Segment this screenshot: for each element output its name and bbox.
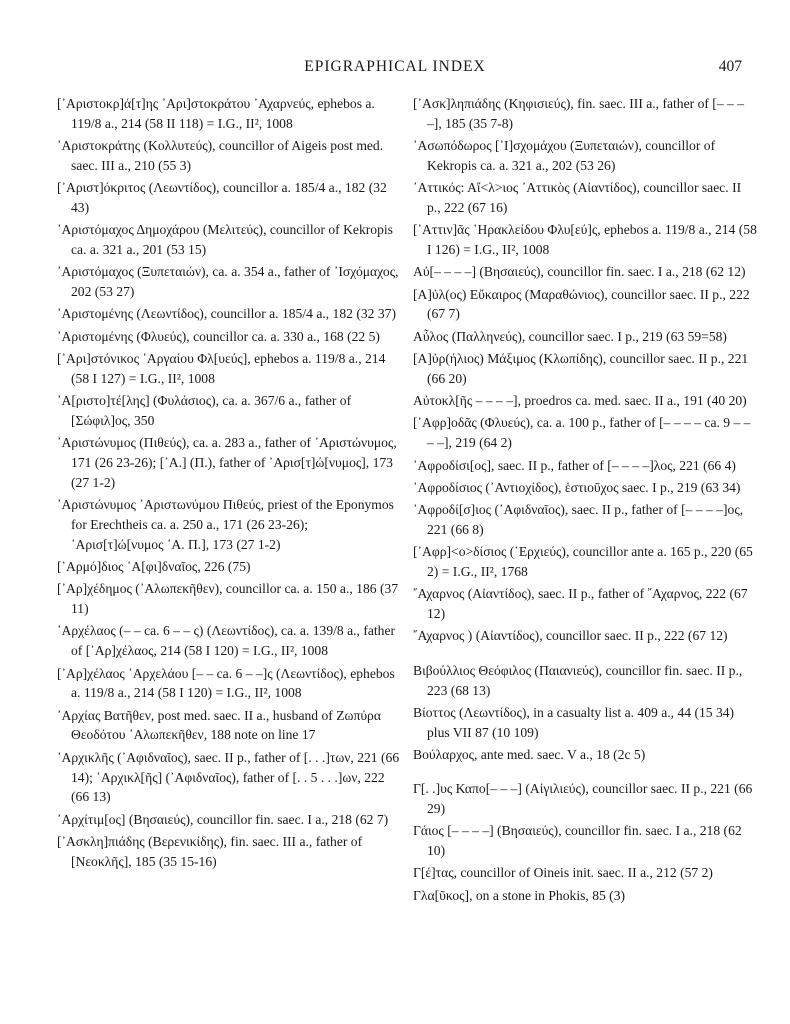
index-entry: ᾿Αφροδί[σ]ιος (᾿Αφιδναῖος), saec. II p., father of [– – – –]ος, 221 (66 8) (413, 502, 744, 537)
left-column (57, 94, 402, 874)
index-entry: Γλα[ῦκος], on a stone in Phokis, 85 (3) (413, 887, 626, 903)
index-entry: [᾿Ασκλη]πιάδης (Βερενικίδης), fin. saec. III a., father of [Νεοκλῆς], 185 (35 15-16) (57, 833, 363, 869)
index-entry: ᾿Αριστώνυμος (Πιθεύς), ca. a. 283 a., father of ᾿Αριστώνυμος, 171 (26 23-26); [᾿Α.] (Π.), father of ᾿Αρισ[τ]ώ[νυμος], 173 (27 1-2) (57, 435, 397, 490)
index-entry: [᾿Αρ]χέλαος ᾿Αρχελάου [– – ca. 6 – –]ς (Λεωντίδος), ephebos a. 119/8 a., 214 (58 I 120) = I.G., II², 1008 (57, 665, 395, 701)
index-entry: Βιβούλλιος Θεόφιλος (Παιανιεύς), councillor fin. saec. II p., 223 (68 13) (413, 662, 743, 698)
index-entry: [῾Αρμό]διος ᾿Α[φι]δναῖος, 226 (75) (57, 559, 251, 575)
index-entry: ᾿Αττικός: Αἴ<λ>ιος ᾿Αττικὸς (Αἰαντίδος), councillor saec. II p., 222 (67 16) (413, 180, 742, 215)
index-entry: ᾿Αριστοκράτης (Κολλυτεύς), councillor of Aigeis post med. saec. III a., 210 (55 3) (57, 138, 384, 173)
index-entry: [᾿Αριστοκρ]ά[τ]ης ᾿Αρι]στοκράτου ᾿Αχαρνεύς, ephebos a. 119/8 a., 214 (58 II 118) = I.G., II², 1008 (57, 96, 375, 131)
index-entry: ᾿Αριστομένης (Λεωντίδος), councillor a. 185/4 a., 182 (32 37) (57, 306, 396, 322)
index-entry: ᾿Αριστομένης (Φλυεύς), councillor ca. a. 330 a., 168 (22 5) (57, 328, 380, 344)
index-entry: ᾿Αριστώνυμος ᾿Αριστωνύμου Πιθεύς, priest of the Eponymos for Erechtheis ca. a. 250 a., 171 (26 23-26); ᾿Αρισ[τ]ώ[νυμος ᾿Α. Π.], 173 (27 1-2) (57, 497, 394, 552)
index-entry: [᾿Αρι]στόνικος ᾿Αργαίου Φλ[υεύς], ephebos a. 119/8 a., 214 (58 I 127) = I.G., II², 1008 (57, 351, 386, 386)
index-entry: ᾿Αρχίας Βατῆθεν, post med. saec. II a., husband of Ζωπύρα Θεοδότου ᾿Αλωπεκῆθεν, 188 note on line 17 (57, 707, 381, 743)
index-entry: Βίοττος (Λεωντίδος), in a casualty list a. 409 a., 44 (15 34) plus VII 87 (10 109) (413, 704, 735, 740)
page-header (0, 58, 790, 82)
index-entry: ῎Αχαρνος (Αἰαντίδος), saec. II p., father of ῎Αχαρνος, 222 (67 12) (413, 586, 748, 622)
index-entry: Αὐ[– – – –] (Βησαιεύς), councillor fin. saec. I a., 218 (62 12) (413, 264, 746, 280)
index-entry: [Α]ὐλ(ος) Εὔκαιρος (Μαραθώνιος), councillor saec. II p., 222 (67 7) (413, 286, 750, 322)
index-entry: [᾿Αρ]χέδημος (᾿Αλωπεκῆθεν), councillor ca. a. 150 a., 186 (37 11) (57, 581, 399, 617)
index-entry: ᾿Αρχίτιμ[ος] (Βησαιεύς), councillor fin. saec. I a., 218 (62 7) (57, 811, 389, 827)
index-entry: ᾿Αρχέλαος (– – ca. 6 – – ς) (Λεωντίδος), ca. a. 139/8 a., father of [᾿Αρ]χέλαος, 214 (58 I 120) = I.G., II², 1008 (57, 623, 396, 659)
index-entry: [Α]ὐρ(ήλιος) Μάξιμος (Κλωπίδης), councillor saec. II p., 221 (66 20) (413, 351, 749, 386)
index-entry: ῎Αχαρνος ) (Αἰαντίδος), councillor saec. II p., 222 (67 12) (413, 628, 728, 644)
index-entry: Βούλαρχος, ante med. saec. V a., 18 (2c 5) (413, 746, 646, 762)
index-entry: Γ[. .]υς Καπο[– – –] (Αἰγιλιεύς), councillor saec. II p., 221 (66 29) (413, 781, 753, 816)
index-entry: Γάιος [– – – –] (Βησαιεύς), councillor fin. saec. I a., 218 (62 10) (413, 823, 742, 859)
index-entry: [᾿Αττιν]ᾶς ῾Ηρακλείδου Φλυ[εύ]ς, ephebos a. 119/8 a., 214 (58 I 126) = I.G., II², 1008 (413, 222, 757, 258)
page-title: EPIGRAPHICAL INDEX (304, 58, 486, 75)
index-entry: ᾿Ασωπόδωρος [᾿Ι]σχομάχου (Ξυπεταιών), councillor of Kekropis ca. a. 321 a., 202 (53 26) (413, 138, 716, 173)
index-entry: [᾿Αριστ]όκριτος (Λεωντίδος), councillor a. 185/4 a., 182 (32 43) (57, 180, 387, 215)
index-entry: ᾿Αφροδίσιος (᾿Αντιοχίδος), ἑστιοῦχος saec. I p., 219 (63 34) (413, 479, 741, 495)
index-entry: ᾿Αριστόμαχος Δημοχάρου (Μελιτεύς), councillor of Kekropis ca. a. 321 a., 201 (53 15) (57, 222, 393, 258)
index-entry: [᾿Αφρ]<ο>δίσιος (῾Ερχιεύς), councillor ante a. 165 p., 220 (65 2) = I.G., II², 1768 (413, 544, 753, 580)
index-entry: [᾿Αφρ]οδᾶς (Φλυεύς), ca. a. 100 p., father of [– – – – ca. 9 – – – –], 219 (64 2) (413, 415, 751, 451)
index-entry: ᾿Αριστόμαχος (Ξυπεταιών), ca. a. 354 a., father of ᾿Ισχόμαχος, 202 (53 27) (57, 264, 399, 300)
page-number: 407 (718, 58, 742, 75)
index-entry: Αὖλος (Παλληνεύς), councillor saec. I p., 219 (63 59=58) (413, 328, 727, 344)
section-gap (413, 649, 758, 661)
section-gap (413, 767, 758, 779)
index-entry: Αὐτοκλ[ῆς – – – –], proedros ca. med. saec. II a., 191 (40 20) (413, 393, 747, 409)
index-entry: [᾿Ασκ]ληπιάδης (Κηφισιεύς), fin. saec. III a., father of [– – – –], 185 (35 7-8) (413, 96, 745, 131)
index-entry: ᾿Αφροδίσι[ος], saec. II p., father of [– – – –]λος, 221 (66 4) (413, 457, 736, 473)
index-entry: Γ[έ]τας, councillor of Oineis init. saec. II a., 212 (57 2) (413, 865, 713, 881)
right-column (413, 94, 758, 908)
index-entry: ᾿Αρχικλῆς (᾿Αφιδναῖος), saec. II p., father of [. . .]των, 221 (66 14); ᾿Αρχικλ[ῆς] (᾿Αφιδναῖος), father of [. . 5 . . .]ων, 222 (66 13) (57, 749, 400, 805)
index-entry: ᾿Α[ριστο]τέ[λης] (Φυλάσιος), ca. a. 367/6 a., father of [Σώφιλ]ος, 350 (57, 393, 352, 428)
